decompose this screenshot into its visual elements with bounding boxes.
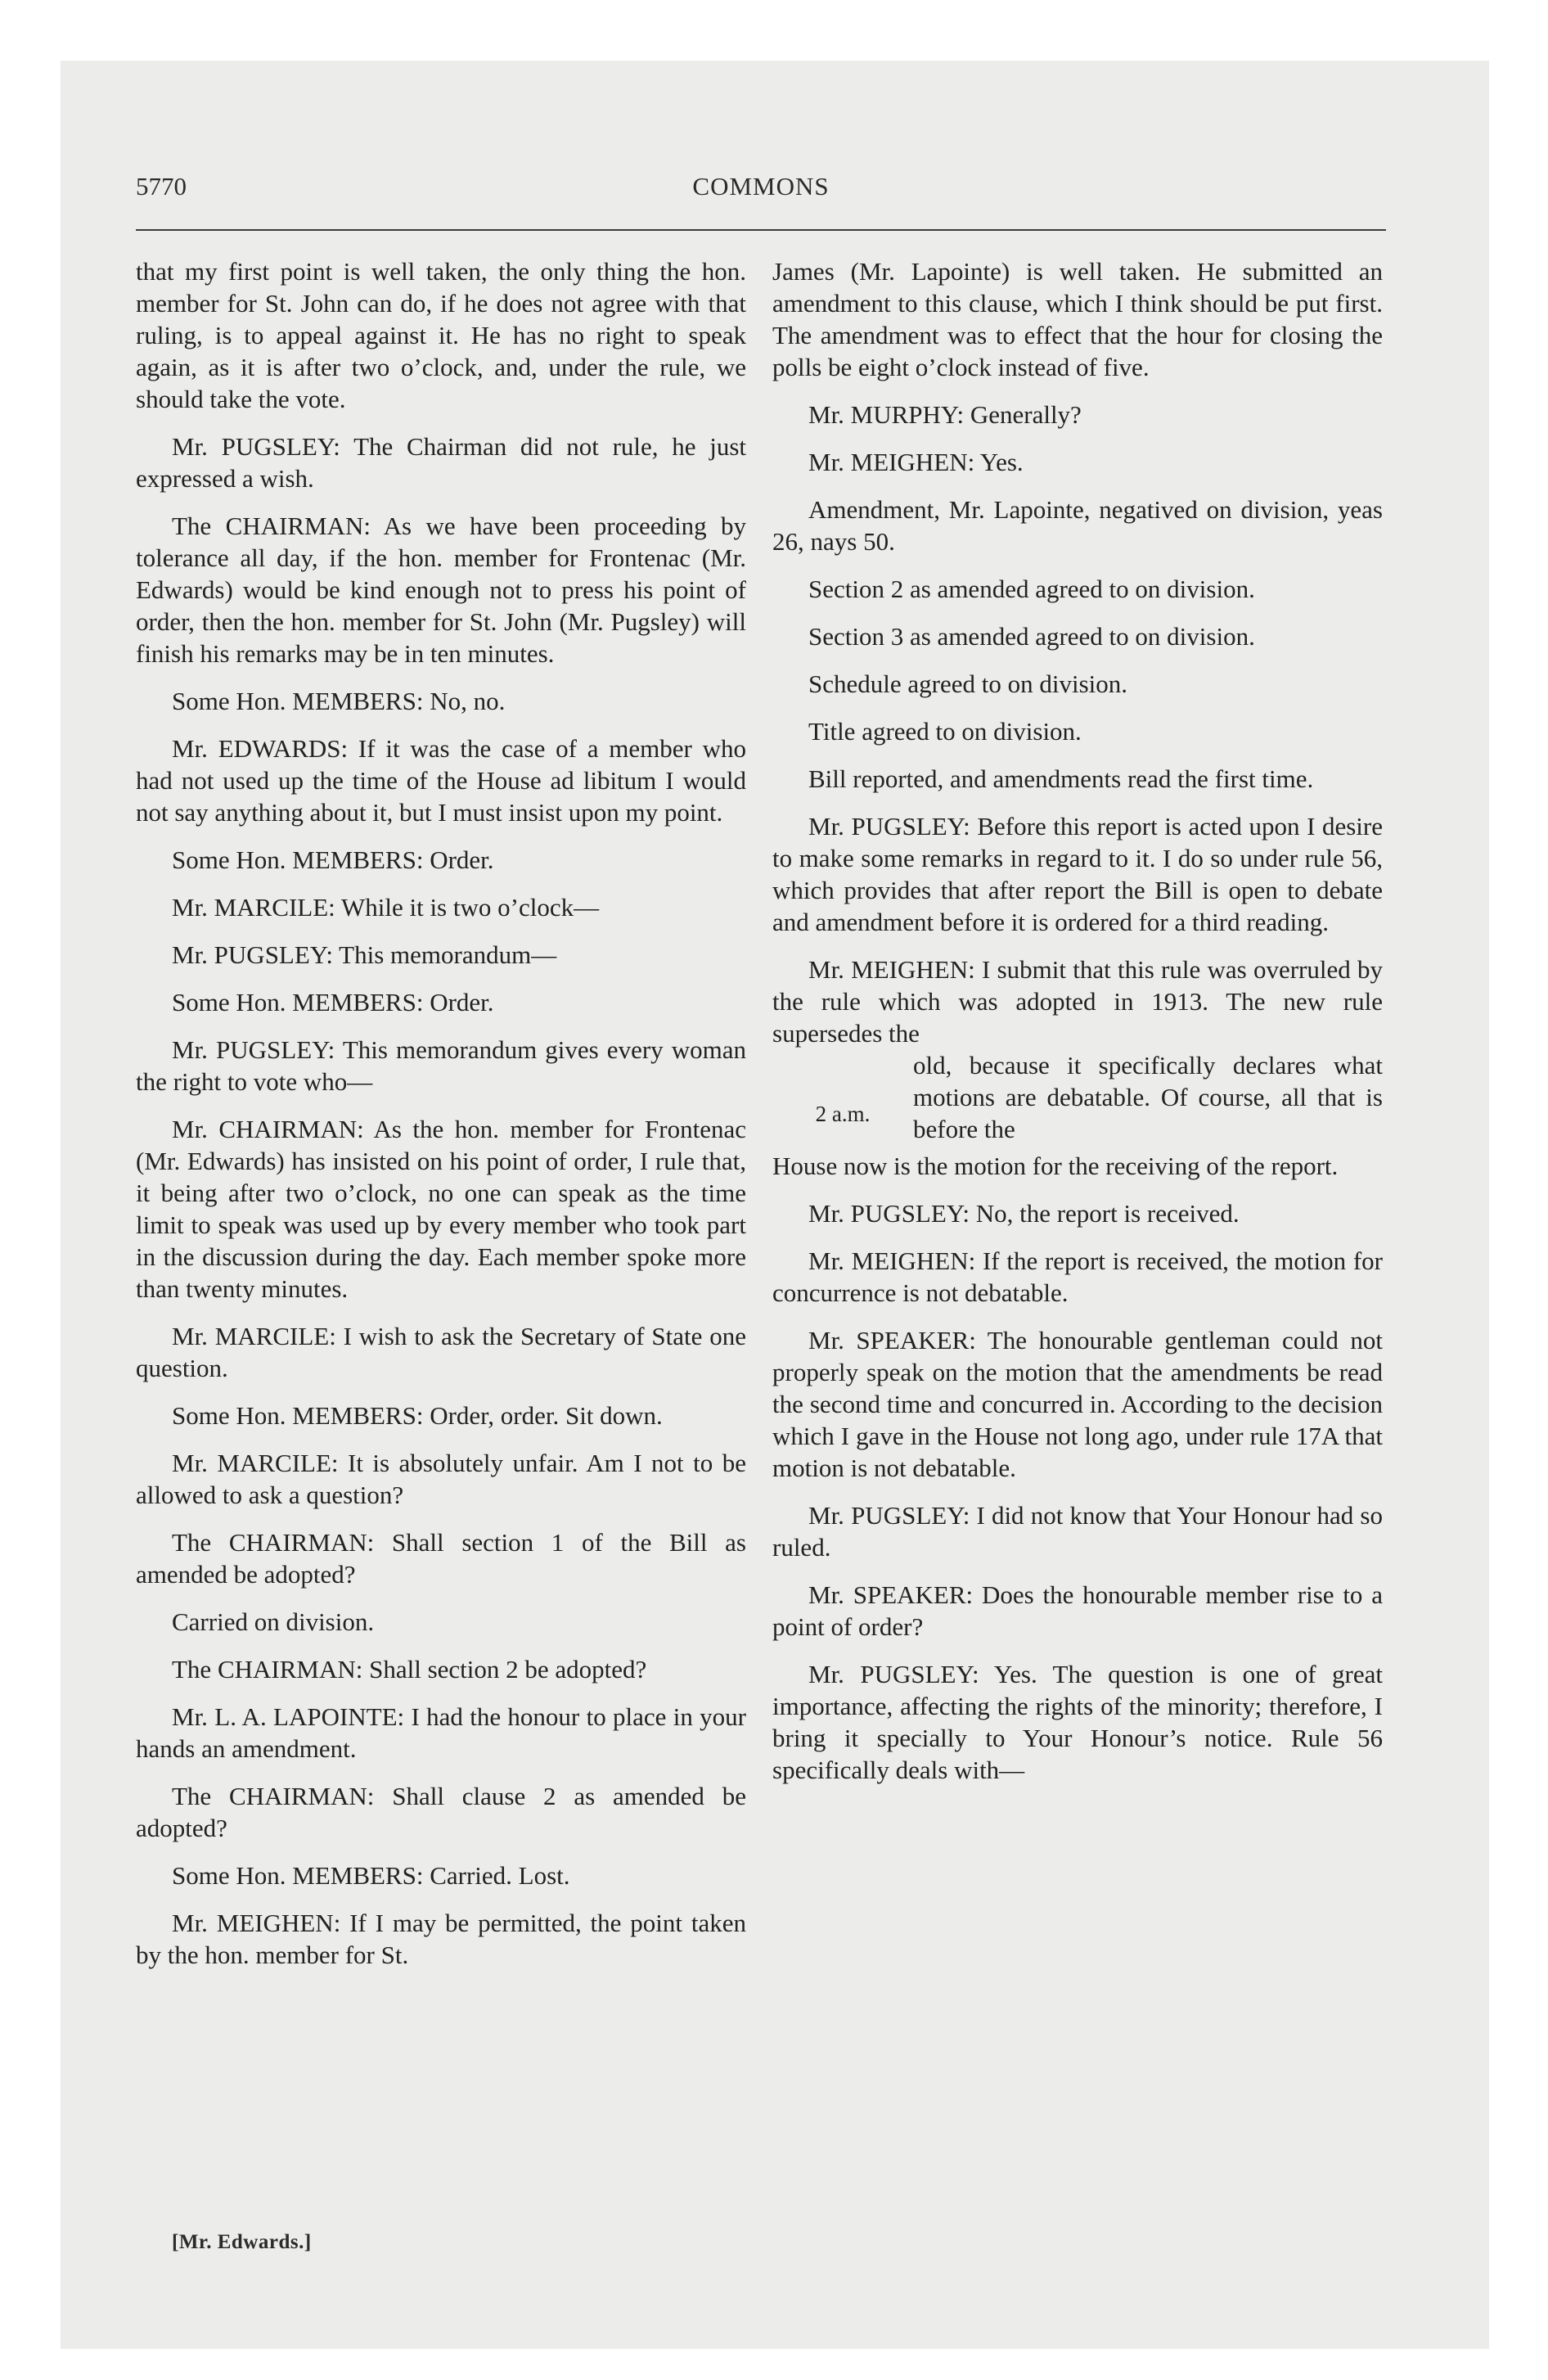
paragraph: Mr. MARCILE: It is absolutely unfair. Am I not to be allowed to ask a question? xyxy=(136,1449,746,1509)
left-column xyxy=(136,255,746,1986)
paragraph: Some Hon. MEMBERS: Order. xyxy=(172,845,494,874)
marginal-note-block xyxy=(772,1049,1383,1145)
paragraph: Mr. MEIGHEN: If I may be permitted, the point taken by the hon. member for St. xyxy=(136,1909,746,1969)
page-title: COMMONS xyxy=(692,172,830,201)
paragraph: The CHAIRMAN: Shall section 1 of the Bill as amended be adopted? xyxy=(136,1528,746,1589)
paragraph: Schedule agreed to on division. xyxy=(808,669,1127,698)
paragraph: Some Hon. MEMBERS: Order. xyxy=(172,988,494,1016)
paragraph: Mr. MEIGHEN: If the report is received, the motion for concurrence is not debatable. xyxy=(772,1246,1383,1307)
paragraph: Mr. EDWARDS: If it was the case of a member who had not used up the time of the House ad libitum I would not say anything about it, but I must insist upon my point. xyxy=(136,734,746,827)
paragraph: Mr. PUGSLEY: I did not know that Your Honour had so ruled. xyxy=(772,1501,1383,1562)
right-column xyxy=(772,255,1383,1801)
paragraph: Mr. MEIGHEN: Yes. xyxy=(808,448,1024,476)
paragraph-fragment: old, because it specifically declares what motions are debatable. Of course, all that is before the xyxy=(913,1051,1383,1143)
paragraph: Mr. PUGSLEY: Before this report is acted upon I desire to make some remarks in regard to it. I do so under rule 56, which provides that after report the Bill is open to debate and amendment before it is ordered for a third reading. xyxy=(772,812,1383,936)
paragraph: Mr. PUGSLEY: The Chairman did not rule, he just expressed a wish. xyxy=(136,432,746,493)
paragraph: Mr. L. A. LAPOINTE: I had the honour to place in your hands an amendment. xyxy=(136,1702,746,1763)
paragraph: James (Mr. Lapointe) is well taken. He submitted an amendment to this clause, which I think should be put first. The amendment was to effect that the hour for closing the polls be eight o’clock instead of five. xyxy=(772,257,1383,381)
running-head xyxy=(136,172,1386,221)
paragraph: Mr. MARCILE: I wish to ask the Secretary of State one question. xyxy=(136,1322,746,1382)
paragraph: Some Hon. MEMBERS: Order, order. Sit down. xyxy=(172,1401,663,1430)
paragraph: Section 2 as amended agreed to on division. xyxy=(808,575,1255,603)
paragraph: Some Hon. MEMBERS: Carried. Lost. xyxy=(172,1861,570,1890)
paragraph: that my first point is well taken, the only thing the hon. member for St. John can do, if he does not agree with that ruling, is to appeal against it. He has no right to speak again, as it is after two o’clock, and, under the rule, we should take the vote. xyxy=(136,257,746,413)
page-number: 5770 xyxy=(136,172,187,201)
paragraph: The CHAIRMAN: As we have been proceeding by tolerance all day, if the hon. member for Frontenac (Mr. Edwards) would be kind enough not to press his point of order, then the hon. member for St. John (Mr. Pugsley) will finish his remarks may be in ten minutes. xyxy=(136,512,746,668)
footer-speaker-tag: [Mr. Edwards.] xyxy=(172,2231,312,2253)
paragraph: Mr. SPEAKER: Does the honourable member rise to a point of order? xyxy=(772,1580,1383,1641)
paragraph: Section 3 as amended agreed to on division. xyxy=(808,622,1255,651)
paragraph: The CHAIRMAN: Shall clause 2 as amended be adopted? xyxy=(136,1782,746,1842)
paragraph: Mr. MARCILE: While it is two o’clock— xyxy=(172,893,600,922)
paragraph: Mr. MEIGHEN: I submit that this rule was overruled by the rule which was adopted in 1913. The new rule supersedes the xyxy=(772,955,1383,1048)
paragraph: Mr. PUGSLEY: This memorandum— xyxy=(172,940,557,969)
paragraph: Mr. SPEAKER: The honourable gentleman could not properly speak on the motion that the amendments be read the second time and concurred in. According to the decision which I gave in the House not long ago, under rule 17A that motion is not debatable. xyxy=(772,1326,1383,1482)
paragraph: The CHAIRMAN: Shall section 2 be adopted? xyxy=(172,1655,647,1684)
header-rule xyxy=(136,229,1386,231)
paragraph: Carried on division. xyxy=(172,1607,375,1636)
paragraph: Mr. MURPHY: Generally? xyxy=(808,400,1082,429)
paragraph: Mr. CHAIRMAN: As the hon. member for Frontenac (Mr. Edwards) has insisted on his point of order, I rule that, it being after two o’clock, no one can speak as the time limit to speak was used up by every member who took part in the discussion during the day. Each member spoke more than twenty minutes. xyxy=(136,1115,746,1303)
paragraph: Mr. PUGSLEY: Yes. The question is one of great importance, affecting the rights of the minority; therefore, I bring it specially to Your Honour’s notice. Rule 56 specifically deals with— xyxy=(772,1660,1383,1784)
paragraph: Bill reported, and amendments read the first time. xyxy=(808,764,1314,793)
marginal-time-note: 2 a.m. xyxy=(815,1102,871,1126)
paragraph: Title agreed to on division. xyxy=(808,717,1082,746)
paragraph: Mr. PUGSLEY: No, the report is received. xyxy=(808,1199,1240,1228)
paragraph-fragment: House now is the motion for the receiving of the report. xyxy=(772,1152,1339,1180)
paragraph: Some Hon. MEMBERS: No, no. xyxy=(172,687,506,715)
paragraph: Mr. PUGSLEY: This memorandum gives every woman the right to vote who— xyxy=(136,1035,746,1096)
paragraph: Amendment, Mr. Lapointe, negatived on division, yeas 26, nays 50. xyxy=(772,495,1383,556)
